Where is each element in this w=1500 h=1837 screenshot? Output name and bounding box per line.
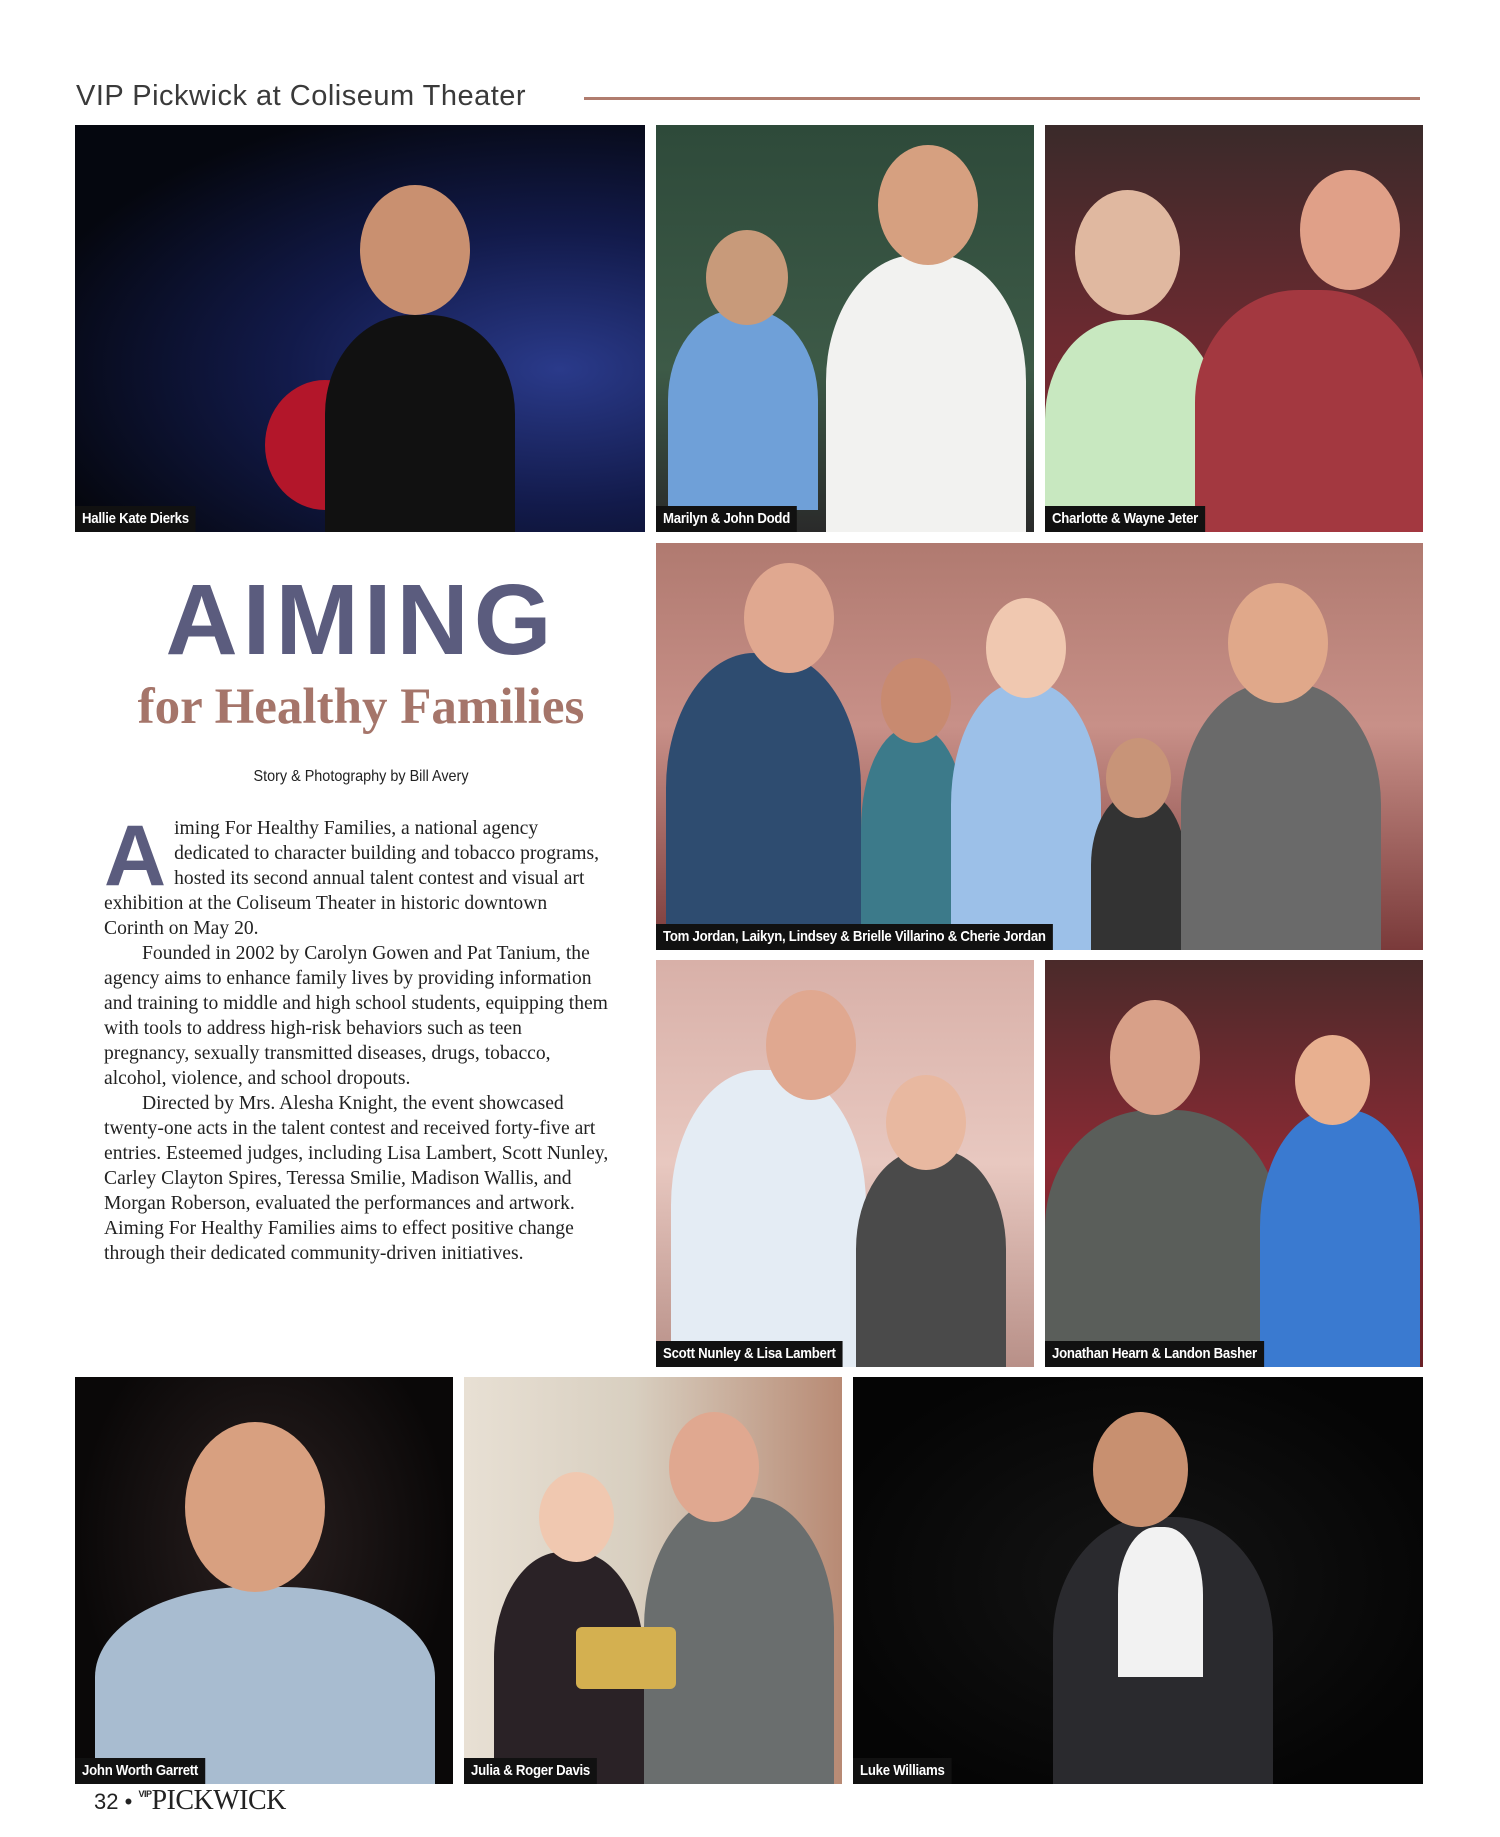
photo-scott-nunley-lisa-lambert: [656, 960, 1034, 1367]
logo-mark: VIP: [138, 1789, 152, 1799]
photo-figure: [360, 185, 470, 315]
photo-figure: [1295, 1035, 1370, 1125]
photo-caption: John Worth Garrett: [75, 1758, 205, 1784]
photo-caption: Scott Nunley & Lisa Lambert: [656, 1341, 843, 1367]
photo-caption: Charlotte & Wayne Jeter: [1045, 506, 1205, 532]
photo-figure: [1110, 1000, 1200, 1115]
photo-figure: [744, 563, 834, 673]
photo-figure: [671, 1070, 866, 1367]
photo-figure: [1045, 1110, 1280, 1367]
photo-jonathan-hearn-landon-basher: [1045, 960, 1423, 1367]
photo-figure: [1118, 1527, 1203, 1677]
photo-figure: [95, 1587, 435, 1784]
photo-figure: [1075, 190, 1180, 315]
photo-figure: [576, 1627, 676, 1689]
article-body: [104, 808, 609, 1266]
article-paragraph: [104, 808, 609, 941]
photo-figure: [1228, 583, 1328, 703]
photo-figure: [951, 683, 1101, 950]
photo-figure: [1106, 738, 1171, 818]
photo-luke-williams: [853, 1377, 1423, 1784]
photo-figure: [666, 653, 861, 950]
photo-jordan-villarino-family: [656, 543, 1423, 950]
page-number: 32: [94, 1789, 119, 1814]
photo-figure: [1300, 170, 1400, 290]
photo-figure: [325, 315, 515, 532]
photo-figure: [1260, 1110, 1420, 1367]
photo-john-worth-garrett: [75, 1377, 453, 1784]
photo-figure: [185, 1422, 325, 1592]
magazine-logo: [138, 1785, 285, 1816]
photo-marilyn-john-dodd: [656, 125, 1034, 532]
article-paragraph: Directed by Mrs. Alesha Knight, the event showcased twenty-one acts in the talent contest and received forty-five art entries. Esteemed judges, including Lisa Lambert, Scott Nunley, Carley Clayton Spires, Teressa Smilie, Madison Wallis, and Morgan Roberson, evaluated the performances and artwork. Aiming For Healthy Families aims to effect positive change through their dedicated community-driven initiatives.: [104, 1093, 609, 1264]
photo-figure: [886, 1075, 966, 1170]
photo-caption: Marilyn & John Dodd: [656, 506, 797, 532]
byline: Story & Photography by Bill Avery: [253, 768, 469, 785]
footer-bullet: •: [124, 1789, 133, 1814]
drop-cap: A: [104, 808, 167, 904]
photo-figure: [878, 145, 978, 265]
paragraph-text: iming For Healthy Families, a national agency dedicated to character building and tobacco programs, hosted its second annual talent contest and visual art exhibition at the Coliseum Theater in historic downtown Corinth on May 20.: [104, 818, 600, 939]
photo-caption: Jonathan Hearn & Landon Basher: [1045, 1341, 1264, 1367]
photo-figure: [668, 310, 818, 510]
photo-julia-roger-davis: [464, 1377, 842, 1784]
photo-charlotte-wayne-jeter: [1045, 125, 1423, 532]
section-title: VIP Pickwick at Coliseum Theater: [76, 80, 527, 112]
photo-caption: Tom Jordan, Laikyn, Lindsey & Brielle Villarino & Cherie Jordan: [656, 924, 1053, 950]
photo-hallie-kate-dierks: [75, 125, 645, 532]
logo-text: PICKWICK: [151, 1785, 286, 1816]
page-footer: [94, 1785, 286, 1817]
photo-figure: [856, 1150, 1006, 1367]
header-divider: [584, 97, 1420, 100]
photo-figure: [766, 990, 856, 1100]
photo-caption: Luke Williams: [853, 1758, 952, 1784]
photo-figure: [1181, 683, 1381, 950]
photo-caption: Hallie Kate Dierks: [75, 506, 196, 532]
headline: AIMING: [165, 564, 557, 676]
photo-figure: [1093, 1412, 1188, 1527]
photo-figure: [1195, 290, 1423, 532]
photo-figure: [1045, 320, 1220, 532]
photo-figure: [669, 1412, 759, 1522]
photo-figure: [706, 230, 788, 325]
photo-caption: Julia & Roger Davis: [464, 1758, 597, 1784]
subheadline: for Healthy Families: [137, 679, 585, 735]
photo-figure: [986, 598, 1066, 698]
article-paragraph: Founded in 2002 by Carolyn Gowen and Pat Tanium, the agency aims to enhance family lives by providing information and training to middle and high school students, equipping them with tools to address high-risk behaviors such as teen pregnancy, sexually transmitted diseases, drugs, tobacco, alcohol, violence, and school dropouts.: [104, 943, 608, 1089]
photo-figure: [539, 1472, 614, 1562]
photo-figure: [826, 255, 1026, 532]
photo-figure: [881, 658, 951, 743]
